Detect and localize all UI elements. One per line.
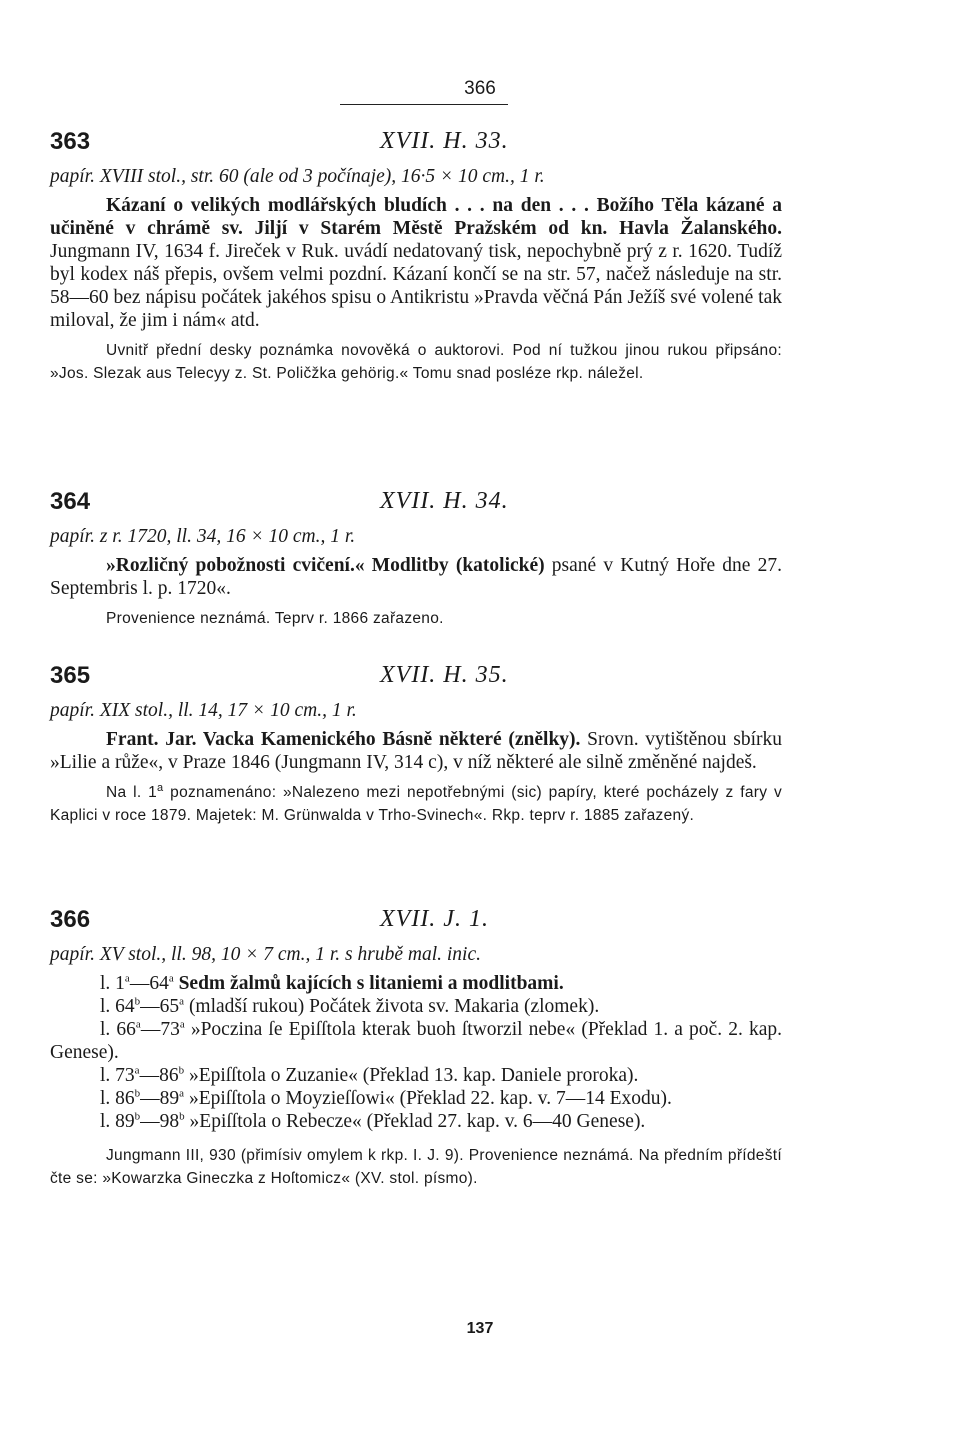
entry-title: Kázaní o velikých modlářských bludích . . . na den . . . Božího Těla kázané a učiněné v chrámě sv. Jiljí v Starém Městě Pražském od kn. Havla Žalanského. bbox=[50, 195, 782, 239]
page-number: 366 bbox=[464, 78, 496, 99]
entry-number: 364 bbox=[50, 488, 91, 515]
entry-365 bbox=[50, 662, 782, 827]
entry-note-text: poznamenáno: »Nalezeno mezi nepotřebnými (sic) papíry, které pocházely z fary v Kaplici v roce 1879. Majetek: M. Grünwalda v Trho-Svinech«. Rkp. teprv r. 1885 zařazený. bbox=[50, 784, 782, 824]
item-text: »Epiſſtola o Zuzanie« (Překlad 13. kap. Daniele proroka). bbox=[184, 1065, 639, 1086]
entry-note bbox=[50, 782, 782, 827]
entry-description-text: Jungmann IV, 1634 f. Jireček v Ruk. uvádí nedatovaný tisk, nepochybně prý z r. 1620. Tudíž byl kodex náš přepis, ovšem velmi pozdní. Kázaní končí se na str. 57, načež následuje na str. 58—60 bez nápisu počátek jakéhos spisu o Antikristu »Pravda věčná Pán Ježíš své volené tak miloval, že jim i nám« atd. bbox=[50, 241, 782, 331]
entry-header bbox=[50, 488, 782, 518]
entry-signature: XVII. J. 1. bbox=[380, 906, 489, 932]
entry-note: Jungmann III, 930 (přimísiv omylem k rkp. I. J. 9). Provenience neznámá. Na předním přídeští čte se: »Kowarzka Gineczka z Hoſtomicz« (XV. stol. písmo). bbox=[50, 1147, 782, 1187]
list-item: l. 73$^a$—86$^b$ »Epiſſtola o Zuzanie« (Překlad 13. kap. Daniele proroka). bbox=[100, 1064, 639, 1086]
footer-page-number: 137 bbox=[466, 1320, 494, 1337]
entry-note-prefix: Na l. 1 bbox=[106, 784, 158, 801]
list-item: l. 86$^b$—89$^a$ »Epiſſtola o Moyzieſſowi« (Překlad 22. kap. v. 7—14 Exodu). bbox=[100, 1087, 672, 1109]
entry-description bbox=[50, 554, 782, 600]
item-text: »Epiſſtola o Moyzieſſowi« (Překlad 22. kap. v. 7—14 Exodu). bbox=[184, 1088, 672, 1109]
entry-signature: XVII. H. 35. bbox=[380, 662, 509, 688]
entry-title: Frant. Jar. Vacka Kamenického Básně některé (znělky). bbox=[106, 729, 581, 750]
entry-note: Uvnitř přední desky poznámka novověká o auktorovi. Pod ní tužkou jinou rukou připsáno: »Jos. Slezak aus Telecyy z. St. Poličžka gehörig.« Tomu snad posléze rkp. náležel. bbox=[50, 342, 782, 382]
entry-note: Provenience neznámá. Teprv r. 1866 zařazeno. bbox=[106, 610, 444, 627]
entry-title: »Rozličný pobožnosti cvičení.« Modlitby (katolické) bbox=[106, 555, 545, 576]
entry-description bbox=[50, 194, 782, 332]
contents-list bbox=[50, 972, 782, 1133]
entry-physical-description: papír. XV stol., ll. 98, 10 × 7 cm., 1 r. s hrubě mal. inic. bbox=[50, 944, 481, 965]
list-item: l. 66$^a$—73$^a$ »Poczina ſe Epiſſtola kterak buoh ſtworzil nebe« (Překlad 1. a poč. 2. kap. Genese). bbox=[50, 1018, 782, 1063]
entry-signature: XVII. H. 33. bbox=[380, 128, 509, 154]
header-rule bbox=[340, 104, 508, 105]
entry-physical-description: papír. XIX stol., ll. 14, 17 × 10 cm., 1 r. bbox=[50, 700, 357, 721]
entry-363 bbox=[50, 128, 782, 385]
entry-number: 365 bbox=[50, 662, 91, 689]
list-item: l. 1$^a$—64$^a$ Sedm žalmů kajících s litaniemi a modlitbami. bbox=[100, 972, 564, 994]
entry-signature: XVII. H. 34. bbox=[380, 488, 509, 514]
list-item: l. 64$^b$—65$^a$ (mladší rukou) Počátek života sv. Makaria (zlomek). bbox=[100, 995, 600, 1017]
entry-description-text: psané v Kutný Hoře dne 27. Septembris l. p. 1720«. bbox=[50, 555, 782, 599]
entry-number: 366 bbox=[50, 906, 91, 933]
folio-side: a bbox=[157, 781, 164, 794]
entry-366 bbox=[50, 906, 782, 1190]
list-item: l. 89$^b$—98$^b$ »Epiſſtola o Rebecze« (Překlad 27. kap. v. 6—40 Genese). bbox=[100, 1110, 646, 1132]
item-title: Sedm žalmů kajících s litaniemi a modlitbami. bbox=[173, 973, 564, 994]
item-text: »Poczina ſe Epiſſtola kterak buoh ſtworzil nebe« (Překlad 1. a poč. 2. kap. Genese). bbox=[50, 1019, 782, 1063]
entry-header bbox=[50, 662, 782, 692]
entry-description-text: Srovn. vytištěnou sbírku »Lilie a růže«, v Praze 1846 (Jungmann IV, 314 c), v níž některé ale silně změněné najdeš. bbox=[50, 729, 783, 773]
entry-number: 363 bbox=[50, 128, 91, 155]
entry-364 bbox=[50, 488, 782, 631]
entry-physical-description: papír. z r. 1720, ll. 34, 16 × 10 cm., 1 r. bbox=[50, 526, 356, 547]
entry-header bbox=[50, 128, 782, 158]
entry-description bbox=[50, 728, 782, 774]
item-text: (mladší rukou) Počátek života sv. Makaria (zlomek). bbox=[184, 996, 600, 1017]
entry-header bbox=[50, 906, 782, 936]
entry-physical-description: papír. XVIII stol., str. 60 (ale od 3 počínaje), 16·5 × 10 cm., 1 r. bbox=[50, 166, 545, 187]
item-text: »Epiſſtola o Rebecze« (Překlad 27. kap. v. 6—40 Genese). bbox=[184, 1111, 646, 1132]
